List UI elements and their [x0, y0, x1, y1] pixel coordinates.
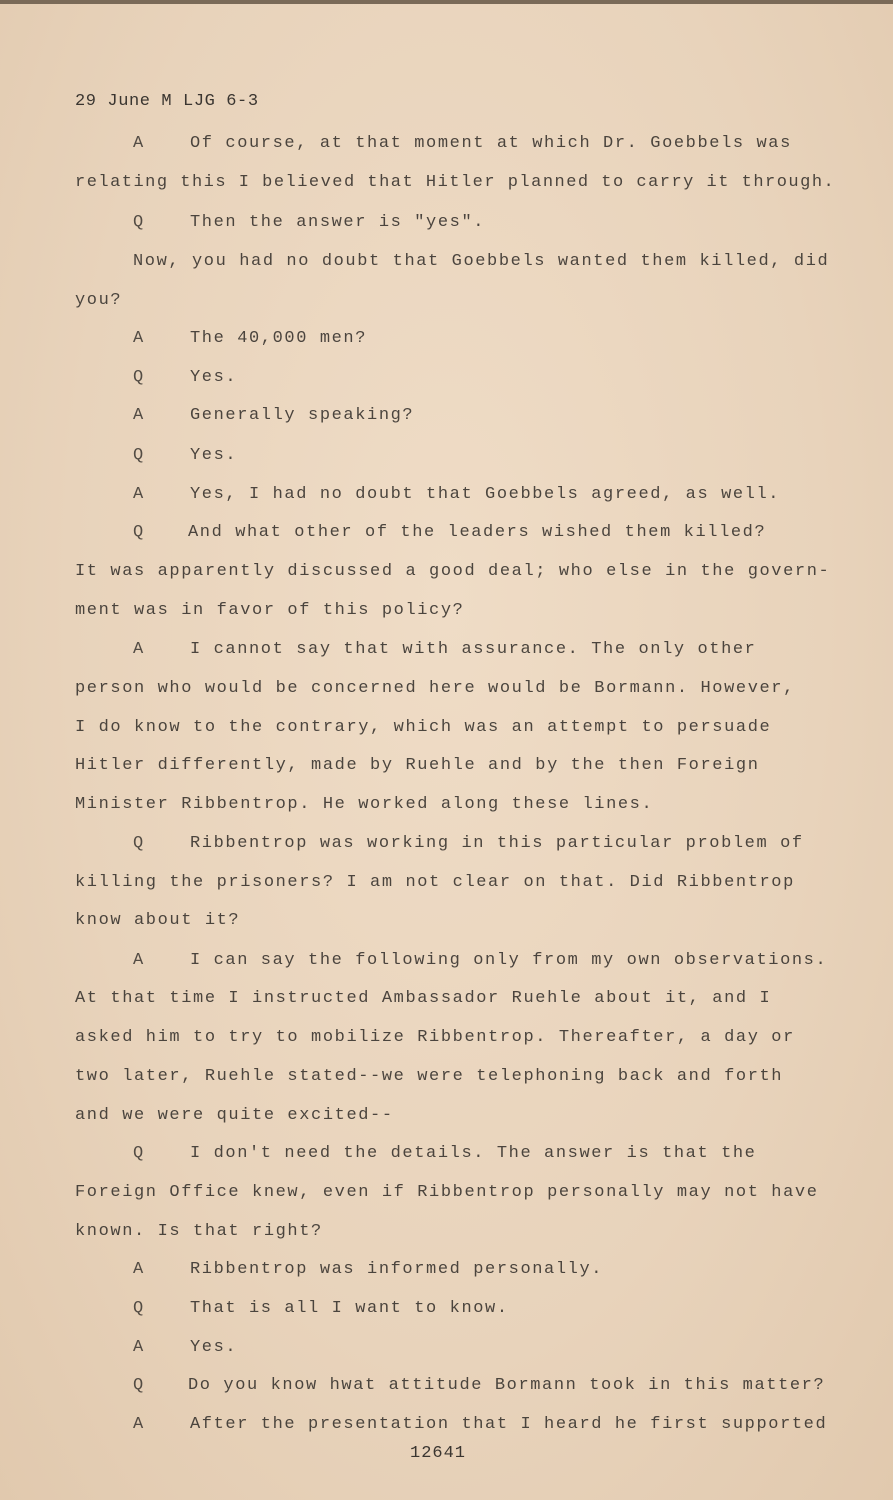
transcript-line: relating this I believed that Hitler planned to carry it through. [75, 173, 836, 192]
speaker-label: A [133, 1260, 144, 1279]
transcript-line: It was apparently discussed a good deal; who else in the govern- [75, 562, 831, 581]
speaker-label: A [133, 951, 144, 970]
speaker-label: Q [133, 1299, 144, 1318]
transcript-line: and we were quite excited-- [75, 1106, 394, 1125]
transcript-line: ment was in favor of this policy? [75, 601, 465, 620]
transcript-line: Yes, I had no doubt that Goebbels agreed, as well. [190, 485, 781, 504]
transcript-line: Now, you had no doubt that Goebbels wanted them killed, did [133, 252, 830, 271]
transcript-line: known. Is that right? [75, 1222, 323, 1241]
speaker-label: A [133, 1415, 144, 1434]
speaker-label: Q [133, 1376, 144, 1395]
transcript-line: After the presentation that I heard he first supported [190, 1415, 828, 1434]
speaker-label: A [133, 134, 144, 153]
transcript-line: I cannot say that with assurance. The only other [190, 640, 757, 659]
speaker-label: A [133, 406, 144, 425]
transcript-line: you? [75, 291, 123, 310]
transcript-line: Hitler differently, made by Ruehle and by the then Foreign [75, 756, 760, 775]
transcript-line: Of course, at that moment at which Dr. Goebbels was [190, 134, 792, 153]
transcript-line: asked him to try to mobilize Ribbentrop. Thereafter, a day or [75, 1028, 795, 1047]
transcript-line: know about it? [75, 911, 241, 930]
speaker-label: Q [133, 1144, 144, 1163]
transcript-line: Ribbentrop was working in this particular problem of [190, 834, 804, 853]
page-edge [0, 0, 893, 4]
speaker-label: A [133, 1338, 144, 1357]
transcript-line: person who would be concerned here would be Bormann. However, [75, 679, 795, 698]
speaker-label: Q [133, 523, 144, 542]
transcript-line: Ribbentrop was informed personally. [190, 1260, 604, 1279]
speaker-label: Q [133, 446, 144, 465]
transcript-line: I do know to the contrary, which was an attempt to persuade [75, 718, 772, 737]
transcript-line: I don't need the details. The answer is that the [190, 1144, 757, 1163]
transcript-line: Then the answer is "yes". [190, 213, 486, 232]
transcript-line: I can say the following only from my own observations. [190, 951, 828, 970]
page-number: 12641 [410, 1444, 467, 1463]
transcript-line: Yes. [190, 446, 238, 465]
transcript-line: Generally speaking? [190, 406, 415, 425]
speaker-label: A [133, 640, 144, 659]
transcript-line: That is all I want to know. [190, 1299, 509, 1318]
transcript-line: Yes. [190, 1338, 238, 1357]
transcript-line: Yes. [190, 368, 238, 387]
transcript-line: killing the prisoners? I am not clear on that. Did Ribbentrop [75, 873, 795, 892]
transcript-line: Minister Ribbentrop. He worked along these lines. [75, 795, 654, 814]
transcript-line: The 40,000 men? [190, 329, 368, 348]
transcript-line: At that time I instructed Ambassador Ruehle about it, and I [75, 989, 772, 1008]
transcript-line: two later, Ruehle stated--we were telephoning back and forth [75, 1067, 784, 1086]
speaker-label: Q [133, 213, 144, 232]
speaker-label: Q [133, 834, 144, 853]
speaker-label: Q [133, 368, 144, 387]
page-header: 29 June M LJG 6-3 [75, 92, 259, 111]
speaker-label: A [133, 329, 144, 348]
transcript-line: And what other of the leaders wished them killed? [188, 523, 767, 542]
transcript-line: Foreign Office knew, even if Ribbentrop personally may not have [75, 1183, 819, 1202]
speaker-label: A [133, 485, 144, 504]
transcript-line: Do you know hwat attitude Bormann took in this matter? [188, 1376, 826, 1395]
